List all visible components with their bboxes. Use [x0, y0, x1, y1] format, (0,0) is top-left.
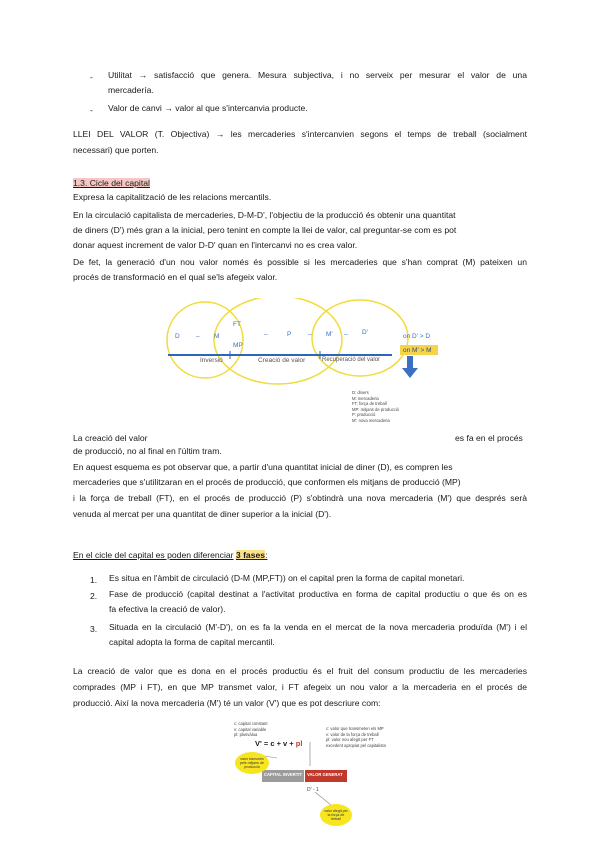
fases-intro: En el cicle del capital es poden diferenciar 3 fases:	[73, 550, 268, 560]
diag-d-prime: D'	[362, 329, 368, 336]
diag-ft: FT	[233, 321, 241, 328]
bullet-dash: -	[90, 105, 93, 115]
diag-dash: –	[344, 331, 348, 338]
llei-valor-line2: necessari) que porten.	[73, 145, 159, 155]
condition-m: on M' > M	[403, 347, 432, 354]
section-line: De fet, la generació d'un nou valor només és possible si les mercaderies que s'han comprat (M) pateixen un	[73, 257, 527, 267]
bullet-valor-canvi: Valor de canvi → valor al que s'intercanvia producte.	[108, 103, 308, 113]
capital-invertit-label: CAPITAL INVERTIT	[264, 772, 302, 777]
note-bubble-1: valor transmès pels mitjans de producció	[235, 752, 269, 774]
fase-1-text: Es situa en l'àmbit de circulació (D-M (MP,FT)) on el capital pren la forma de capital monetari.	[109, 573, 465, 583]
section-line: de diners (D') més gran a la inicial, pero tenint en compte la llei de valor, cal preguntar-se com es pot	[73, 225, 457, 235]
after-right-text: es fa en el procés	[455, 433, 523, 443]
final-line: La creació de valor que es dona en el procés productiu és el fruit del consum productiu de les mercaderies	[73, 666, 527, 676]
note-bubble-2: valor afegit per la força de treball	[320, 804, 352, 826]
section-line: procés de transformació en el qual se'ls afegeix valor.	[73, 272, 278, 282]
diag-mp: MP	[233, 342, 243, 349]
after-line: i la força de treball (FT), en el procés de producció (P) s'obtindrà una nova mercaderia (M') que després serà	[73, 493, 527, 503]
arrow-down-icon	[402, 368, 418, 378]
arrow-down-icon-shaft	[407, 356, 413, 368]
valor-generat-label: VALOR GENERAT	[307, 772, 343, 777]
diag-p: P	[287, 331, 292, 338]
cycle-circle-creacio	[214, 298, 342, 384]
bullet-dash: -	[90, 72, 93, 82]
cycle-circle-recuperacio	[312, 300, 408, 376]
diag-dash: –	[196, 333, 200, 340]
section-line: En la circulació capitalista de mercaderies, D-M-D', l'objectiu de la producció és obtenir una quantitat	[73, 210, 456, 220]
diag-dash: –	[308, 331, 312, 338]
formula-side-notes: c: valor que transmeten els MP v: valor de la força de treball pl: valor nou afegit per FT excedent apropiat pel capitalista	[326, 726, 386, 748]
fase-number: 3.	[90, 624, 98, 634]
fase-number: 2.	[90, 591, 98, 601]
formula-text: V' = c + v + pl	[255, 739, 303, 748]
bar-label-recuperacio: Recuperació del valor	[322, 357, 381, 363]
diag-m-prime: M'	[326, 331, 333, 338]
formula-below: D' - 1	[307, 787, 319, 793]
llei-valor-line1: LLEI DEL VALOR (T. Objectiva) → les mercaderies s'intercanvien segons el temps de treball (socialment	[73, 129, 527, 139]
bar-label-creacio: Creació de valor	[258, 357, 306, 364]
condition-d: on D' > D	[403, 333, 431, 340]
fase-number: 1.	[90, 575, 98, 585]
bullet-utilitat-line2: mercadería.	[108, 85, 154, 95]
after-line: mercaderies que s'utilitzaran en el procés de producció, que conformen els mitjans de producció (MP)	[73, 477, 461, 487]
after-left-text: La creació del valor	[73, 433, 148, 443]
section-heading: 1.3. Cicle del capital	[73, 178, 150, 188]
capital-cycle-diagram	[160, 298, 460, 438]
fase-3-line1: Situada en la circulació (M'-D'), on es fa la venda en el mercat de la nova mercaderia produïda (M') i el	[109, 622, 527, 632]
bullet-utilitat-line1: Utilitat → satisfacció que genera. Mesura subjectiva, i no serveix per mesurar el valor de una	[108, 70, 527, 80]
after-line: de producció, no al final en l'últim tram.	[73, 446, 222, 456]
diagram-legend: D: diners M: mercaderia FT: força de treball MP: mitjans de producció P: producció M': nova mercaderia	[352, 390, 400, 423]
fase-2-line1: Fase de producció (capital destinat a l'activitat productiva en forma de capital productiu o que és on es	[109, 589, 527, 599]
final-line: producció. Així la nova mercaderia (M') té un valor (V') que es pot descriure com:	[73, 698, 381, 708]
section-line: donar aquest increment de valor D-D' quan en l'intercanvi no es crea valor.	[73, 240, 358, 250]
formula-top-notes: c: capital constant v: capital variable pl: plusvàlua	[234, 721, 268, 737]
diag-dash: –	[264, 331, 268, 338]
cycle-circle-inversio	[167, 302, 243, 378]
diag-d: D	[175, 333, 180, 340]
section-line: Expresa la capitalització de les relacions mercantils.	[73, 192, 272, 202]
after-line: venuda al mercat per una quantitat de diner superior a la inicial (D').	[73, 509, 332, 519]
bar-label-inversio: Inversió	[200, 357, 223, 364]
fase-2-line2: fa efectiva la creació de valor).	[109, 604, 226, 614]
fase-3-line2: capital adopta la forma de capital mercantil.	[109, 637, 275, 647]
after-line: En aquest esquema es pot observar que, a partir d'una quantitat inicial de diner (D), es compren les	[73, 462, 453, 472]
final-line: comprades (MP i FT), en que MP transmet valor, i FT afegeix un nou valor a la mercaderia en el procés de	[73, 682, 527, 692]
diag-m: M	[214, 333, 220, 340]
